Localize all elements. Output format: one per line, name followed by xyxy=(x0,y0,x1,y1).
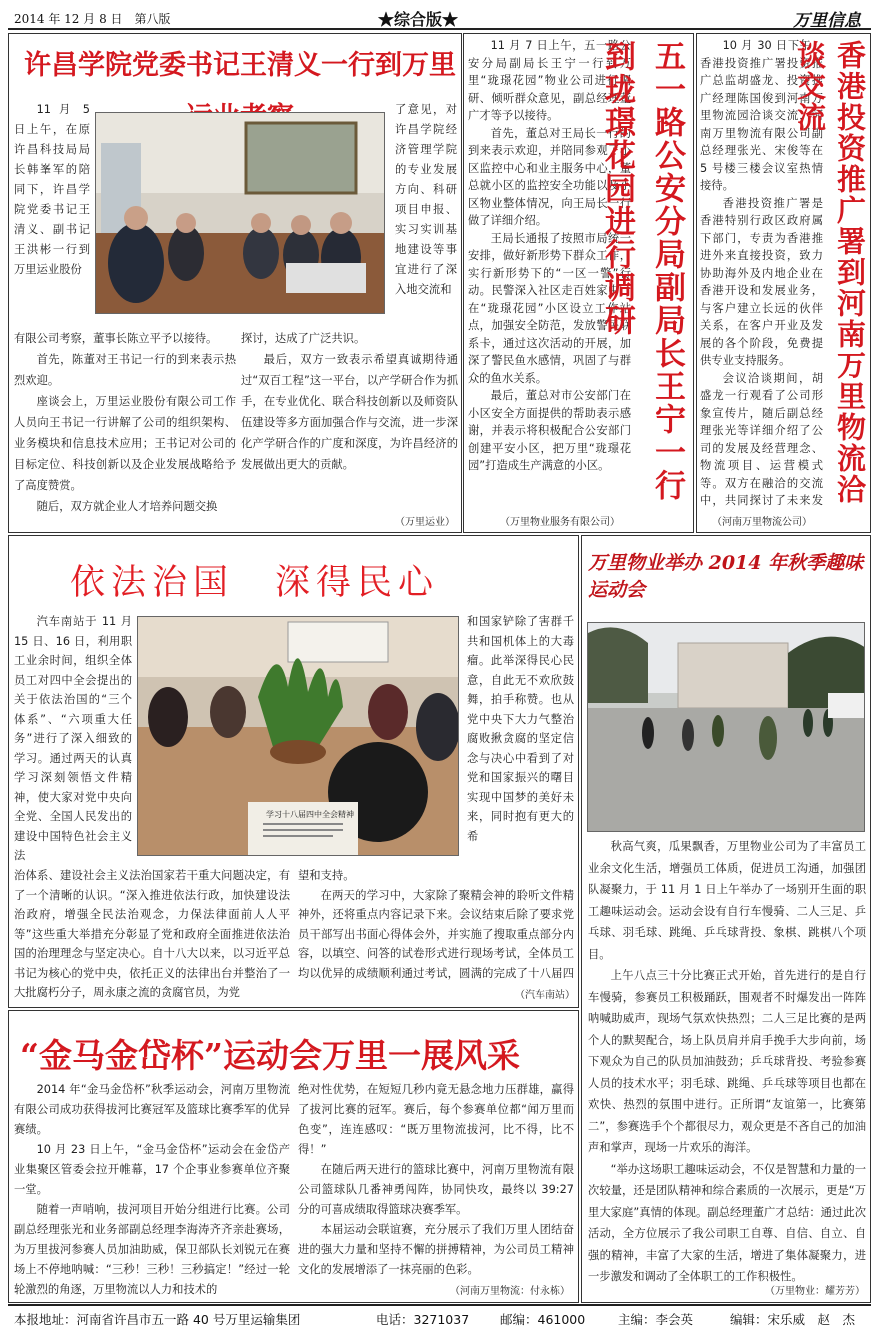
footer-postcode: 邮编：461000 xyxy=(500,1312,586,1327)
article3-title: 香港投资推广署到河南万里物流洽谈交流 xyxy=(793,40,867,505)
article5-title: 万里物业举办 2014 年秋季趣味运动会 xyxy=(588,552,864,601)
article2-source: （万里物业服务有限公司） xyxy=(500,517,620,528)
study-session-photo xyxy=(137,616,459,856)
article5-body: 秋高气爽，瓜果飘香，万里物业公司为了丰富员工业余文化生活，增强员工体质，促进员工沟通，加强团队凝聚力，于 11 月 1 日上午举办了一场别开生面的职工趣味运动会。运动会设有自行车慢骑、二人三足、乒乓球、羽毛球、跳绳、乒乓球背投、象棋、跳棋八个项目。 上午八点三十分比赛正式开始，首先进行的是自行车慢骑，参赛员工积极踊跃，围观者不时爆发出一阵阵呐喊助威声，现场气氛欢快热烈；二人三足比赛的是两个人的默契配合，场上队员肩并肩手挽手大步向前，场下观众为自己的队员加油鼓劲；乒乓球背投、考验参赛人员的技术水平；羽毛球、跳绳、乒乓球等项目也都在欢快、热烈的氛围中进行。正所谓“友谊第一，比赛第二”，参赛选手个个都很尽力，观众更是不吝自己的加油声和掌声，现场一片欢乐的海洋。 “举办这场职工趣味运动会，不仅是智慧和力量的一次较量，还是团队精神和综合素质的一次展示，更是“万里大家庭”真情的体现。副总经理董广才总结：通过此次活动，全方位展示了我公司职工自尊、自信、自立、自强的精神，丰富了大家的生活，增进了集体凝聚力，进一步激发和调动了全体职工的工作积极性。 xyxy=(588,840,866,1282)
article4-source: （汽车南站） xyxy=(515,990,575,1001)
meeting-photo xyxy=(95,112,385,314)
article4-col-right: 和国家铲除了害群千共和国机体上的大毒瘤。此举深得民心民意，自此无不欢欣鼓舞，拍手称赞。也从党中央下大力气整治腐败揪贪腐的坚定信念与决心中看到了对党和国家振兴的曙目实现中国梦的美好未来，同时抱有更大的希 xyxy=(467,615,574,843)
article4-body-right: 望和支持。 在两天的学习中，大家除了聚精会神的聆听文件精神外，还将重点内容记录下来。会议结束后除了要求党员干部写出书面心得体会外，并实施了搜取重点部分内容，以填空、问答的试卷形式进行现场考试，全体员工均以优异的成绩顺利通过考试，圆满的完成了十八届四 xyxy=(298,869,574,980)
games-photo xyxy=(587,622,865,832)
article2-title: 五一路公安分局副局长王宁一行到珑璟花园进行调研 xyxy=(599,40,685,502)
article1-source: （万里运业） xyxy=(395,517,455,528)
article6-body-left: 2014 年“金马金岱杯”秋季运动会，河南万里物流有限公司成功获得拔河比赛冠军及篮球比赛季军的优异赛绩。 10 月 23 日上午，“金马金岱杯”运动会在金岱产业集聚区管委会拉开帷幕，17 个企事业参赛单位齐聚一堂。 随着一声哨响，拔河项目开始分组进行比赛。公司副总经理张光和业务部副总经理李海涛齐齐亲赴赛场，为万里拔河参赛人员加油助威，保卫部队长刘锐元在赛场上不停地呐喊：“三秒！三秒！三秒搞定！”经过一轮轮激烈的角逐，万里物流以人力和技术的 xyxy=(14,1083,290,1296)
footer-chief-editor: 主编：李会英 xyxy=(618,1312,694,1327)
article6-title: “金马金岱杯”运动会万里一展风采 xyxy=(20,1036,520,1075)
article6-source: （河南万里物流：付永栋） xyxy=(450,1286,570,1297)
masthead: 万里信息 xyxy=(793,11,861,31)
photo-doc-title: 学习十八届四中全会精神 xyxy=(266,810,354,819)
article1-col-left: 11 月 5 日上午，在原许昌科技局局长韩峯军的陪同下，许昌学院党委书记王清义、副书记王洪彬一行到万里运业股份 xyxy=(14,103,90,276)
page-header xyxy=(8,4,871,30)
page-footer xyxy=(8,1304,871,1326)
article1-body-left: 有限公司考察，董事长陈立平予以接待。 首先，陈董对王书记一行的到来表示热烈欢迎。 座谈会上，万里运业股份有限公司工作人员向王书记一行讲解了公司的组织架构、业务模块和信息技术应用；王书记对公司的目标定位、科技创新以及企业发展战略给予了高度赞赏。 随后，双方就企业人才培养问题交换 xyxy=(14,332,236,513)
article3-source: （河南万里物流公司） xyxy=(712,517,812,528)
footer-phone: 电话：3271037 xyxy=(376,1312,470,1327)
article4-body-left: 治体系、建设社会主义法治国家若干重大问题决定，有了一个清晰的认识。“深入推进依法行政，加快建设法治政府，增强全民法治观念，力保法律面前人人平等”这些重大举措充分彰显了党和政府全面推进依法治国的治理理念与坚定决心。自十八大以来，以习近平总书记为核心的党中央，依托正义的法律出台并整治了一大批腐朽分子，周永康之流的贪腐官员，为党 xyxy=(14,869,290,999)
article1-title: 许昌学院党委书记王清义一行到万里 xyxy=(24,50,456,81)
issue-date: 2014 年 12 月 8 日 第八版 xyxy=(14,12,171,26)
article2-body: 11 月 7 日上午，五一路公安分局副局长王宁一行到万里“珑璟花园”物业公司进行调研、倾听群众意见，副总经理董广才等予以接待。 首先，董总对王局长一行的到来表示欢迎，并陪同参观了小区监控中心和业主服务中心，董总就小区的监控安全功能以及小区物业整体情况，向王局长一行做了详细介绍。 王局长通报了按照市局统一安排，做好新形势下群众工作，实行新形势下的“一区一警”行动。民警深入社区走百姓家中，在“珑璟花园”小区设立工作站点，加强安全防范，发放警民联系卡，通过这次活动的开展，加深了警民鱼水感情，巩固了与群众的鱼水关系。 最后，董总对市公安部门在小区安全方面提供的帮助表示感谢，并表示将积极配合公安部门创建平安小区，把万里“珑璟花园”打造成生产满意的小区。 xyxy=(468,39,631,472)
article1-body-right: 探讨，达成了广泛共识。 最后，双方一致表示希望真诚期待通过“双百工程”这一平台，以产学研合作为抓手，在专业优化、联合科技创新以及师资队伍建设等多方面加强合作与交流，进一步深化产学研合作的广度和深度，为许昌经济的发展做出更大的贡献。 xyxy=(241,332,458,471)
article1-col-right: 了意见，对许昌学院经济管理学院的专业发展方向、科研项目申报、实习实训基地建设等事宜进行了深入地交流和 xyxy=(395,103,457,296)
article4-title: 依法治国 深得民心 xyxy=(70,563,440,603)
edition-label: ★综合版★ xyxy=(378,10,459,29)
article5-source: （万里物业：耀芳芳） xyxy=(765,1286,865,1297)
footer-editors: 编辑：宋乐威 赵 杰 xyxy=(730,1312,856,1327)
article6-body-right: 绝对性优势，在短短几秒内竟无悬念地力压群雄，赢得了拔河比赛的冠军。赛后，每个参赛单位都“闻万里而色变”，连连感叹：“既万里物流拔河，比不得，比不得！” 在随后两天进行的篮球比赛中，河南万里物流有限公司篮球队几番神勇闯阵，协同快攻，最终以 39:27 分的可喜成绩取得篮球决赛季军。 本届运动会联谊赛，充分展示了我们万里人团结奋进的强大力量和坚持不懈的拼搏精神，为公司员工精神文化的发展增添了一抹亮丽的色彩。 xyxy=(298,1083,574,1276)
article4-col-left: 汽车南站于 11 月 15 日、16 日，利用职工业余时间，组织全体员工对四中全会提出的关于依法治国的“三个体系”、“六项重大任务”进行了深入细致的学习。通过两天的认真学习深刻领悟文件精神，使大家对党中央向全党、全国人民发出的建设中国特色社会主义法 xyxy=(14,615,132,862)
footer-address: 本报地址：河南省许昌市五一路 40 号万里运输集团 xyxy=(14,1312,301,1327)
article3-body: 10 月 30 日下午，香港投资推广署投资推广总监胡盛龙、投资推广经理陈国俊到河南万里物流园洽谈交流，河南万里物流有限公司副总经理张光、宋俊等在 5 号楼三楼会议室热情接待。 香港投资推广署是香港特别行政区政府属下部门，专责为香港推进外来直接投资，致力协助海外及内地企业在香港开设和发展业务，与客户建立长远的伙伴关系，在客户开业及发展的各个阶段，免费提供专业支持服务。 会议洽谈期间，胡盛龙一行观看了公司形象宣传片，随后副总经理张光等详细介绍了公司的发展及经营理念、物流项目、运营模式等。双方在融洽的交流中，共同探讨了未来发 xyxy=(700,39,823,507)
